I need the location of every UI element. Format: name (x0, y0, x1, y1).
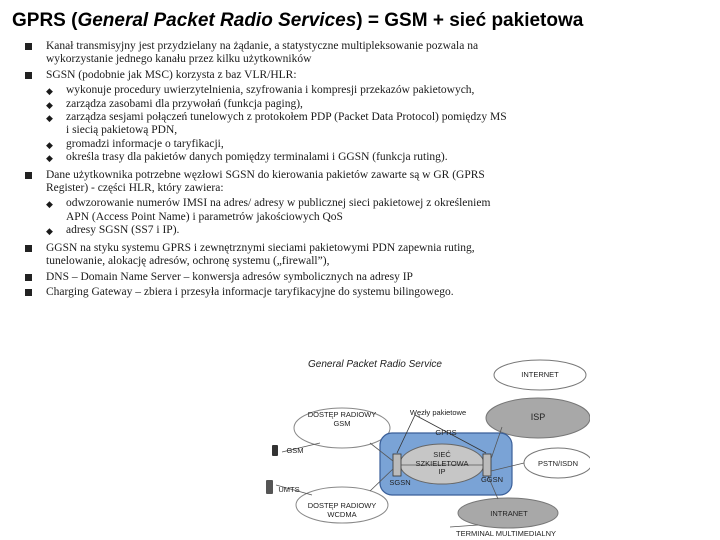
bullet-item (22, 271, 512, 284)
sub-bullet-item (42, 138, 512, 151)
gsm-phone-icon (272, 445, 278, 456)
sub-bullet-item (42, 84, 512, 97)
diamond-bullet-icon: ◆ (46, 86, 53, 97)
sub-bullet-item (42, 197, 512, 224)
bullet-text: DNS – Domain Name Server – konwersja adresów symbolicznych na adresy IP (46, 270, 413, 283)
umts-terminal-label: UMTS (278, 485, 300, 494)
square-bullet-icon (25, 274, 32, 281)
title-prefix: GPRS ( (12, 10, 78, 31)
diamond-bullet-icon: ◆ (46, 139, 53, 150)
sub-bullet-text: gromadzi informacje o taryfikacji, (66, 137, 224, 150)
core-network-label: SIEĆ SZKIELETOWA IP (415, 450, 469, 476)
bullet-text: SGSN (podobnie jak MSC) korzysta z baz VLR/HLR: (46, 68, 297, 81)
sub-bullet-text: określa trasy dla pakietów danych pomiędzy terminalami i GGSN (funkcja ruting). (66, 151, 448, 164)
square-bullet-icon (25, 43, 32, 50)
sub-bullet-text: zarządza zasobami dla przywołań (funkcja paging), (66, 97, 303, 110)
bullet-text: Charging Gateway – zbiera i przesyła informacje taryfikacyjne do systemu bilingowego. (46, 285, 454, 298)
terminal-label: TERMINAL MULTIMEDIALNY (455, 529, 556, 538)
gprs-diagram (250, 355, 590, 537)
gprs-label: GPRS (435, 428, 457, 437)
bullet-item (22, 242, 512, 269)
sub-bullet-item (42, 98, 512, 111)
ggsn-label: GGSN (480, 475, 504, 484)
gsm-terminal-label: GSM (286, 446, 304, 455)
title-italic: General Packet Radio Services (77, 10, 357, 31)
sub-bullet-item (42, 151, 512, 164)
slide-title (12, 10, 718, 32)
sgsn-label: SGSN (389, 478, 411, 487)
bullet-list (22, 40, 512, 301)
square-bullet-icon (25, 172, 32, 179)
diamond-bullet-icon: ◆ (46, 226, 53, 237)
diamond-bullet-icon: ◆ (46, 199, 53, 210)
title-suffix: ) = GSM + sieć pakietowa (356, 10, 584, 31)
sgsn-node (393, 454, 401, 476)
square-bullet-icon (25, 289, 32, 296)
square-bullet-icon (25, 245, 32, 252)
sub-bullet-item (42, 224, 512, 237)
sub-bullet-text: zarządza sesjami połączeń tunelowych z protokołem PDP (Packet Data Protocol) pomiędzy MS i siecią pakietową PDN, (66, 111, 507, 137)
isp-label: ISP (530, 412, 546, 422)
sub-bullet-item (42, 111, 512, 138)
diamond-bullet-icon: ◆ (46, 153, 53, 164)
sub-bullet-text: odwzorowanie numerów IMSI na adres/ adresy w publicznej sieci pakietowej z określeniem APN (Access Point Name) i parametrów jakościowych QoS (66, 197, 491, 223)
ggsn-node (483, 454, 491, 476)
sub-bullet-text: adresy SGSN (SS7 i IP). (66, 224, 180, 237)
bullet-item (22, 169, 512, 196)
bullet-item (22, 40, 512, 67)
wcdma-access-label: DOSTĘP RADIOWY WCDMA (307, 501, 377, 519)
intranet-label: INTRANET (490, 509, 528, 518)
bullet-text: Dane użytkownika potrzebne węzłowi SGSN do kierowania pakietów zawarte są w GR (GPRS Register) - części HLR, który zawiera: (46, 168, 485, 195)
internet-label: INTERNET (521, 370, 559, 379)
bullet-item (22, 286, 512, 299)
bullet-text: Kanał transmisyjny jest przydzielany na żądanie, a statystyczne multipleksowanie pozwala na wykorzystanie jednego kanału przez kilku użytkowników (46, 40, 479, 66)
diagram-title: General Packet Radio Service (308, 359, 442, 370)
pstn-label: PSTN/ISDN (537, 459, 578, 468)
bullet-text: GGSN na styku systemu GPRS i zewnętrznymi sieciami pakietowymi PDN zapewnia ruting, tunelowanie, alokację adresów, ochronę systemu („firewall”), (46, 241, 475, 268)
diamond-bullet-icon: ◆ (46, 113, 53, 124)
umts-phone-icon (266, 480, 273, 494)
diamond-bullet-icon: ◆ (46, 99, 53, 110)
sub-bullet-text: wykonuje procedury uwierzytelnienia, szyfrowania i kompresji przekazów pakietowych, (66, 84, 475, 97)
packet-nodes-label: Węzły pakietowe (409, 408, 467, 417)
square-bullet-icon (25, 72, 32, 79)
gsm-access-label: DOSTĘP RADIOWY GSM (307, 410, 377, 428)
bullet-item (22, 69, 512, 82)
